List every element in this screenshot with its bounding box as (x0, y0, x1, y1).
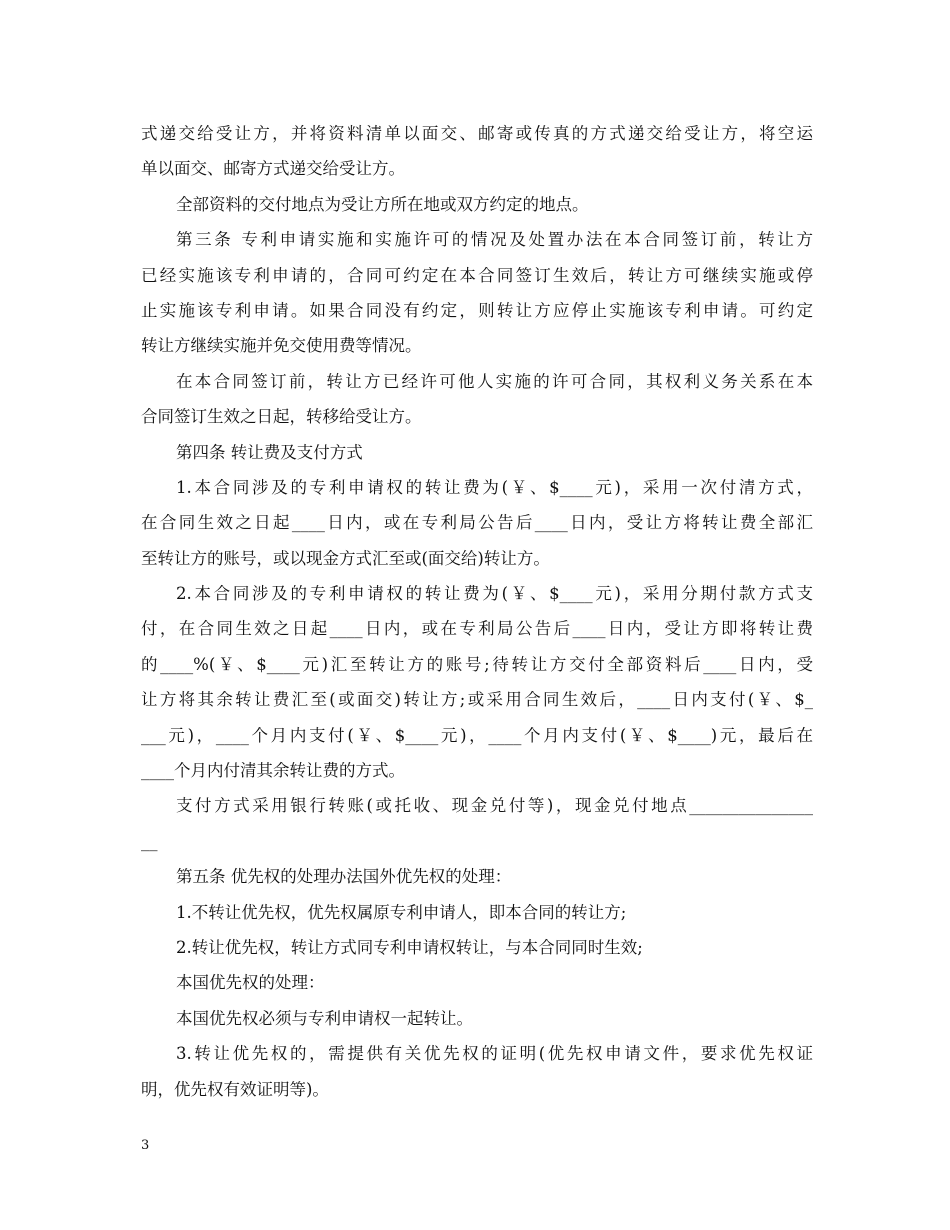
text-line-7: 转让方继续实施并免交使用费等情况。 (141, 336, 422, 356)
text-line-12: 在合同生效之日起____日内，或在专利局公告后____日内，受让方将转让费全部汇 (141, 513, 813, 533)
text-line-3: 全部资料的交付地点为受让方所在地或双方约定的地点。 (176, 194, 589, 214)
text-line-6: 止实施该专利申请。如果合同没有约定，则转让方应停止实施该专利申请。可约定 (141, 300, 813, 320)
text-line-1: 式递交给受让方，并将资料清单以面交、邮寄或传真的方式递交给受让方，将空运 (141, 124, 813, 143)
article-5-heading-line: 第五条 优先权的处理办法国外优先权的处理： (176, 867, 512, 887)
text-line-8: 在本合同签订前，转让方已经许可他人实施的许可合同，其权利义务关系在本 (176, 371, 813, 391)
document-body (141, 116, 813, 1107)
article-4-heading: 第四条 转让费及支付方式 (176, 442, 363, 462)
text-line-21: __ (141, 831, 158, 851)
text-line-9: 合同签订生效之日起，转移给受让方。 (141, 407, 422, 427)
text-line-13: 至转让方的账号，或以现金方式汇至或(面交给)转让方。 (141, 548, 550, 568)
article-3-heading-line: 第三条 专利申请实施和实施许可的情况及处置办法在本合同签订前，转让方 (176, 230, 813, 250)
text-line-25: 本国优先权的处理： (176, 973, 325, 993)
page-number: 3 (141, 1138, 150, 1153)
text-line-5: 已经实施该专利申请的，合同可约定在本合同签订生效后，转让方可继续实施或停 (141, 265, 813, 285)
text-line-16: 的____%(￥、$____元)汇至转让方的账号;待转让方交付全部资料后____日内，受 (141, 654, 813, 674)
text-line-15: 付，在合同生效之日起____日内，或在专利局公告后____日内，受让方即将转让费 (141, 619, 813, 639)
text-line-18: ___元)，____个月内支付(￥、$____元)，____个月内支付(￥、$____)元，最后在 (141, 725, 813, 745)
text-line-24: 2.转让优先权，转让方式同专利申请权转让，与本合同同时生效; (176, 937, 643, 957)
text-line-2: 单以面交、邮寄方式递交给受让方。 (141, 159, 405, 179)
text-line-19: ____个月内付清其余转让费的方式。 (141, 761, 405, 781)
text-line-27: 3.转让优先权的，需提供有关优先权的证明(优先权申请文件，要求优先权证 (176, 1044, 813, 1064)
text-line-20: 支付方式采用银行转账(或托收、现金兑付等)，现金兑付地点_______________ (176, 796, 813, 816)
text-line-26: 本国优先权必须与专利申请权一起转让。 (176, 1008, 473, 1028)
text-line-14: 2.本合同涉及的专利申请权的转让费为(￥、$____元)，采用分期付款方式支 (176, 584, 813, 604)
text-line-28: 明，优先权有效证明等)。 (141, 1079, 329, 1099)
text-line-17: 让方将其余转让费汇至(或面交)转让方;或采用合同生效后，____日内支付(￥、$_ (141, 690, 813, 710)
text-line-23: 1.不转让优先权，优先权属原专利申请人，即本合同的转让方; (176, 902, 627, 922)
text-line-11: 1.本合同涉及的专利申请权的转让费为(￥、$____元)，采用一次付清方式， (176, 477, 813, 497)
